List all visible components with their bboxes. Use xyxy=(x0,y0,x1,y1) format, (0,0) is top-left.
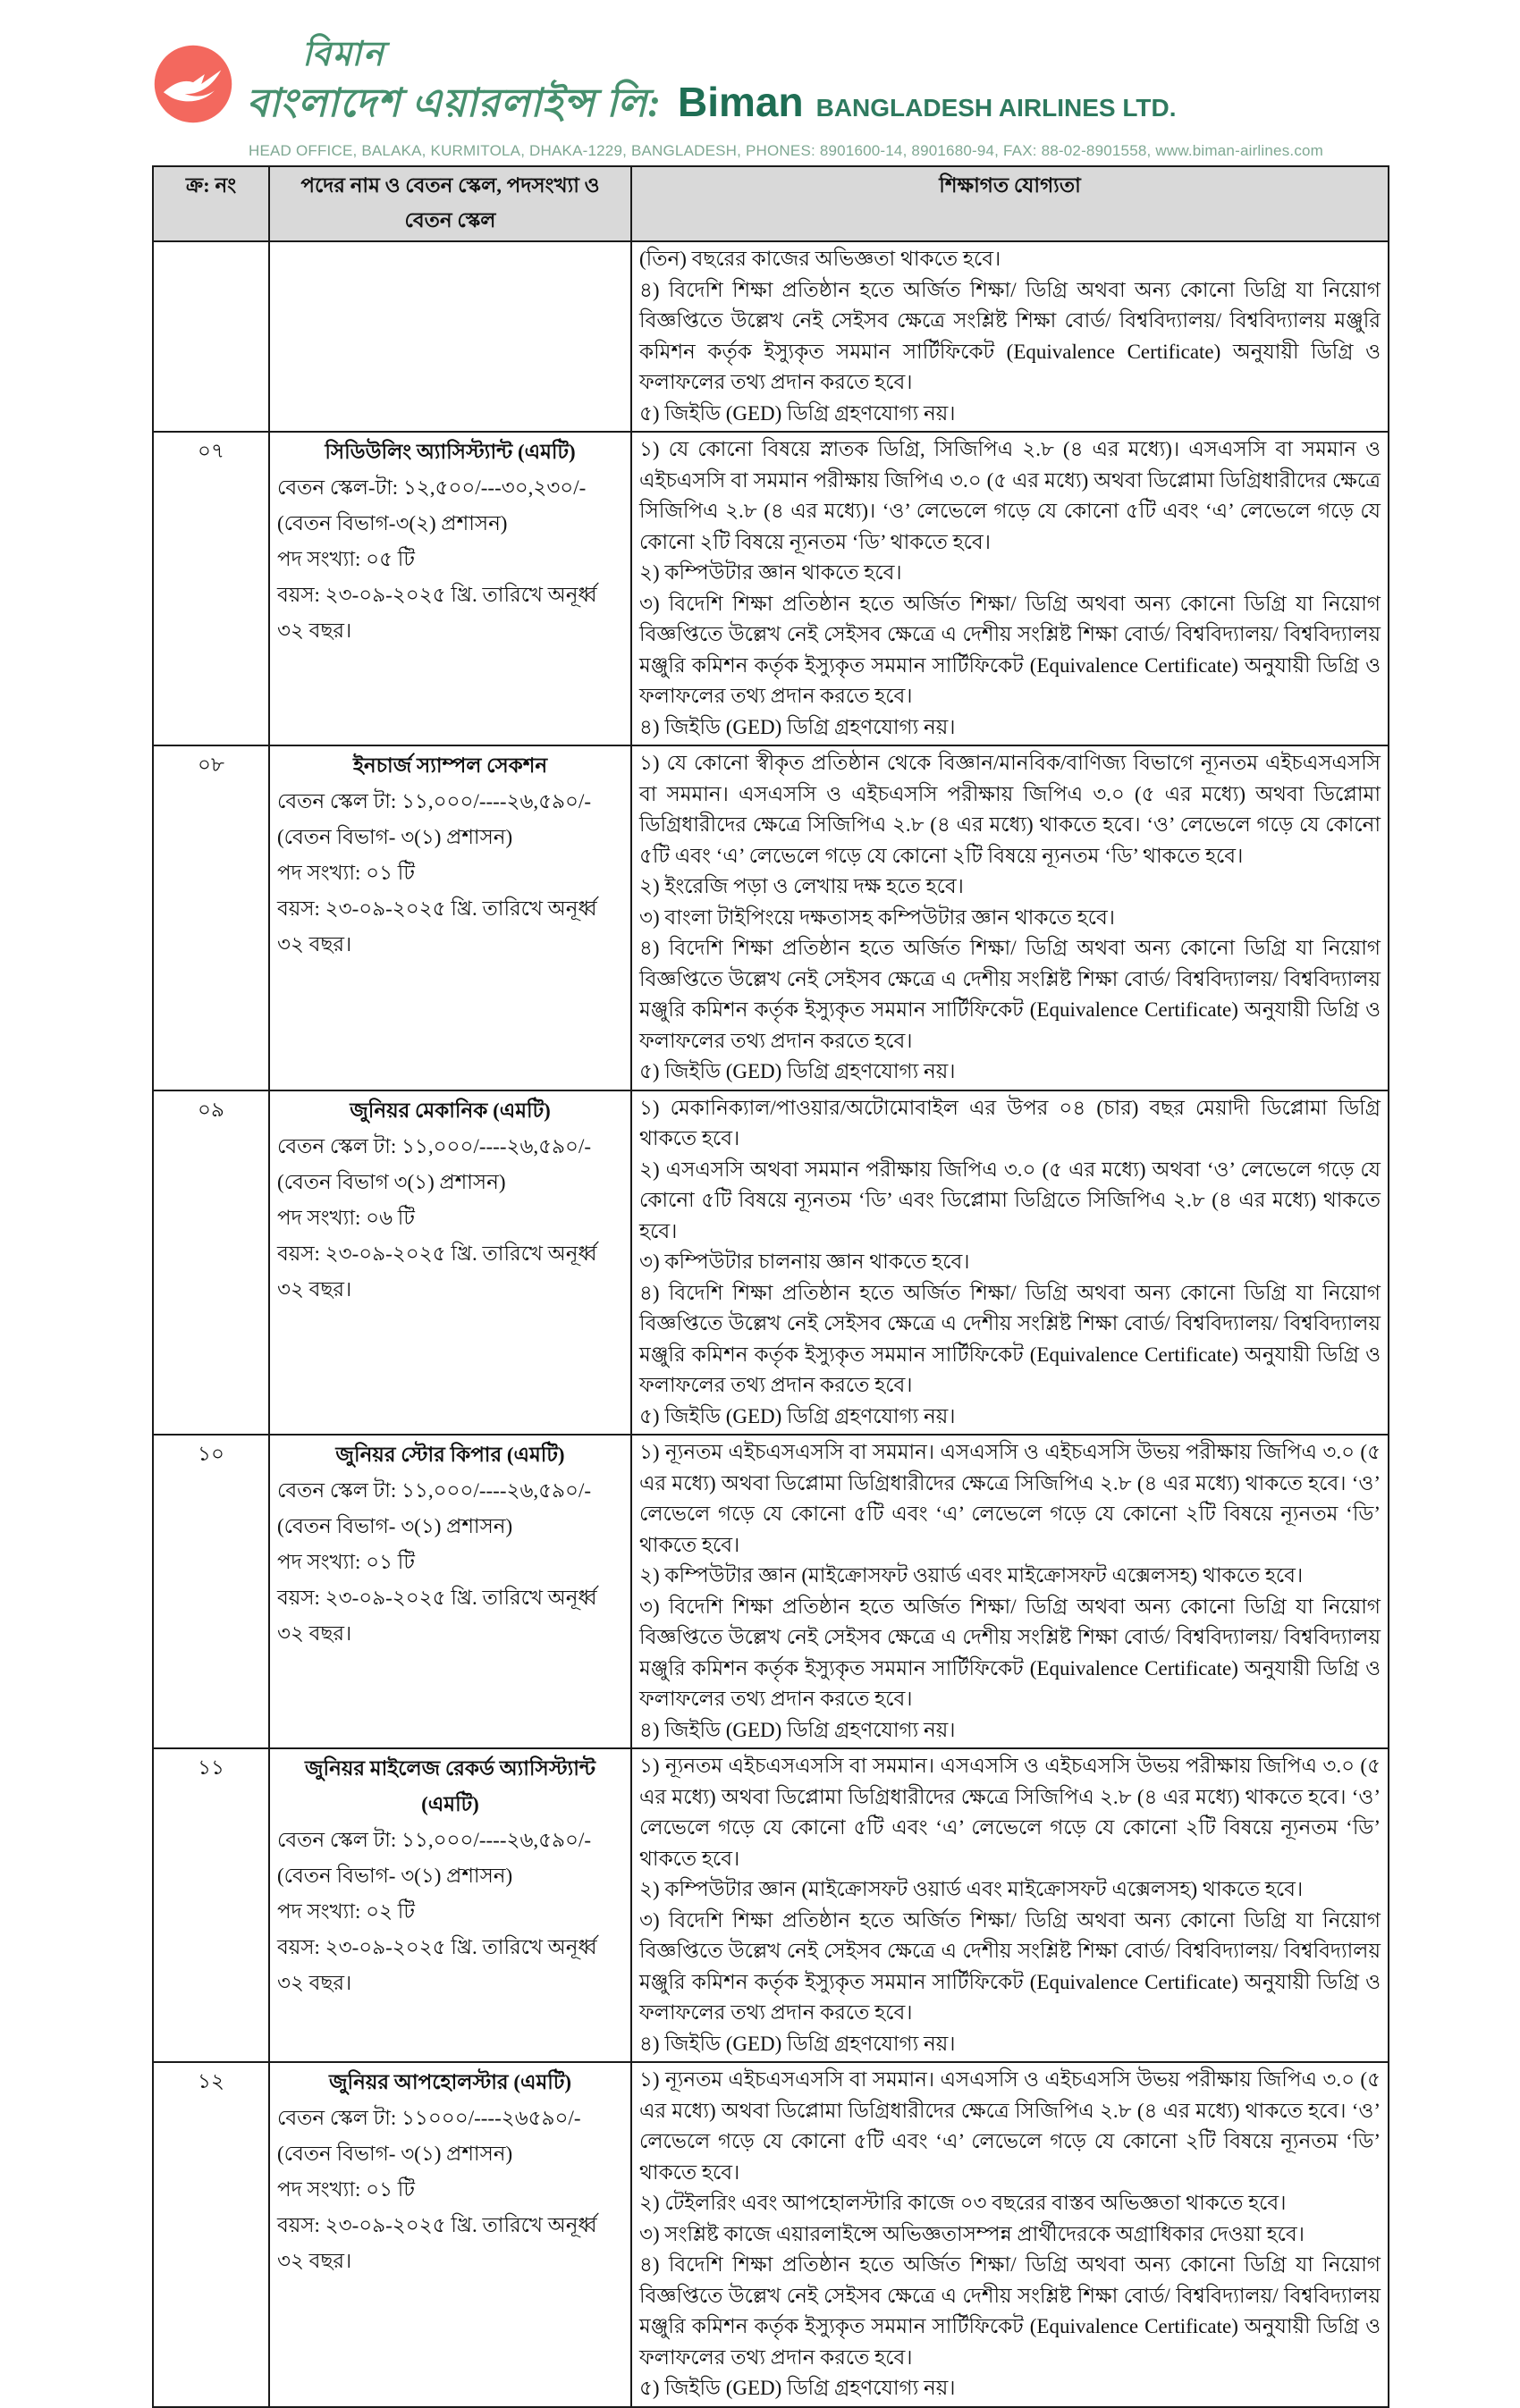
qualification-item: ১) ন্যূনতম এইচএসএসসি বা সমমান। এসএসসি ও এইচএসসি উভয় পরীক্ষায় জিপিএ ৩.০ (৫ এর মধ্যে) অথবা ডিপ্লোমা ডিগ্রিধারীদের ক্ষেত্রে সিজিপিএ ২.৮ (৪ এর মধ্যে) থাকতে হবে। ‘ও’ লেভেলে গড়ে যে কোনো ৫টি এবং ‘এ’ লেভেলে গড়ে যে কোনো ২টি বিষয়ে ন্যূনতম ‘ডি’ থাকতে হবে। xyxy=(639,2068,1381,2184)
detail-line: পদ সংখ্যা: ০১ টি xyxy=(277,862,415,884)
serial-cell: ০৮ xyxy=(153,745,269,1090)
column-header-qualification: শিক্ষাগত যোগ্যতা xyxy=(631,166,1389,241)
qualification-item: (তিন) বছরের কাজের অভিজ্ঞতা থাকতে হবে। xyxy=(639,248,1001,270)
brand-bangla-line1: বিমান xyxy=(302,36,385,73)
table-row xyxy=(153,1748,1389,2062)
detail-line: পদ সংখ্যা: ০২ টি xyxy=(277,1900,415,1923)
qualification-item: ৪) জিইডি (GED) ডিগ্রি গ্রহণযোগ্য নয়। xyxy=(639,2032,956,2055)
position-title: ইনচার্জ স্যাম্পল সেকশন xyxy=(352,754,548,777)
qualification-item: ৫) জিইডি (GED) ডিগ্রি গ্রহণযোগ্য নয়। xyxy=(639,1404,956,1427)
detail-line: (বেতন বিভাগ-৩(২) প্রশাসন) xyxy=(277,512,508,535)
qualification-cell xyxy=(631,1748,1389,2062)
job-circular-table xyxy=(152,165,1389,2408)
position-title: জুনিয়র মেকানিক (এমটি) xyxy=(350,1099,551,1122)
serial-cell xyxy=(153,241,269,432)
qualification-item: ৪) বিদেশি শিক্ষা প্রতিষ্ঠান হতে অর্জিত শিক্ষা/ ডিগ্রি অথবা অন্য কোনো ডিগ্রি যা নিয়োগ বিজ্ঞপ্তিতে উল্লেখ নেই সেইসব ক্ষেত্রে এ দেশীয় সংশ্লিষ্ট শিক্ষা বোর্ড/ বিশ্ববিদ্যালয়/ বিশ্ববিদ্যালয় মঞ্জুরি কমিশন কর্তৃক ইস্যুকৃত সমমান সার্টিফিকেট (Equivalence Certificate) অনুযায়ী ডিগ্রি ও ফলাফলের তথ্য প্রদান করতে হবে। xyxy=(639,2253,1381,2369)
brand-english-name: Biman xyxy=(678,79,804,125)
qualification-item: ২) ইংরেজি পড়া ও লেখায় দক্ষ হতে হবে। xyxy=(639,875,964,897)
qualification-item: ৩) বিদেশি শিক্ষা প্রতিষ্ঠান হতে অর্জিত শিক্ষা/ ডিগ্রি অথবা অন্য কোনো ডিগ্রি যা নিয়োগ বিজ্ঞপ্তিতে উল্লেখ নেই সেইসব ক্ষেত্রে এ দেশীয় সংশ্লিষ্ট শিক্ষা বোর্ড/ বিশ্ববিদ্যালয়/ বিশ্ববিদ্যালয় মঞ্জুরি কমিশন কর্তৃক ইস্যুকৃত সমমান সার্টিফিকেট (Equivalence Certificate) অনুযায়ী ডিগ্রি ও ফলাফলের তথ্য প্রদান করতে হবে। xyxy=(639,1595,1381,1710)
serial-cell: ১০ xyxy=(153,1435,269,1748)
serial-cell: ১১ xyxy=(153,1748,269,2062)
detail-line: পদ সংখ্যা: ০৬ টি xyxy=(277,1206,415,1229)
table-row-continuation xyxy=(153,241,1389,432)
detail-line: বেতন স্কেল টা: ১১,০০০/----২৬,৫৯০/- xyxy=(277,790,591,812)
qualification-item: ২) এসএসসি অথবা সমমান পরীক্ষায় জিপিএ ৩.০ (৫ এর মধ্যে) অথবা ‘ও’ লেভেলে গড়ে যে কোনো ৫টি বিষয়ে ন্যূনতম ‘ডি’ এবং ডিপ্লোমা ডিগ্রিতে সিজিপিএ ২.৮ (৪ এর মধ্যে) থাকতে হবে। xyxy=(639,1158,1381,1242)
position-cell xyxy=(269,432,631,745)
qualification-item: ৩) কম্পিউটার চালনায় জ্ঞান থাকতে হবে। xyxy=(639,1250,970,1273)
serial-cell: ০৯ xyxy=(153,1090,269,1436)
position-cell xyxy=(269,1748,631,2062)
table-row xyxy=(153,745,1389,1090)
qualification-cell xyxy=(631,2062,1389,2407)
qualification-item: ৫) জিইডি (GED) ডিগ্রি গ্রহণযোগ্য নয়। xyxy=(639,2377,956,2399)
detail-line: পদ সংখ্যা: ০৫ টি xyxy=(277,548,415,570)
qualification-item: ৫) জিইডি (GED) ডিগ্রি গ্রহণযোগ্য নয়। xyxy=(639,401,956,425)
position-cell xyxy=(269,745,631,1090)
qualification-item: ৩) বাংলা টাইপিংয়ে দক্ষতাসহ কম্পিউটার জ্ঞান থাকতে হবে। xyxy=(639,905,1116,929)
detail-line: (বেতন বিভাগ- ৩(১) প্রশাসন) xyxy=(277,1865,513,1887)
detail-line: বেতন স্কেল টা: ১১০০০/----২৬৫৯০/- xyxy=(277,2107,581,2129)
qualification-cell xyxy=(631,241,1389,432)
position-cell xyxy=(269,1090,631,1436)
qualification-item: ১) মেকানিক্যাল/পাওয়ার/অটোমোবাইল এর উপর ০৪ (চার) বছর মেয়াদী ডিপ্লোমা ডিগ্রি থাকতে হবে। xyxy=(639,1096,1381,1149)
table-row xyxy=(153,1435,1389,1748)
qualification-cell xyxy=(631,1435,1389,1748)
table-row xyxy=(153,1090,1389,1436)
qualification-item: ২) কম্পিউটার জ্ঞান (মাইক্রোসফট ওয়ার্ড এবং মাইক্রোসফট এক্সেলসহ) থাকতে হবে। xyxy=(639,1564,1304,1587)
qualification-item: ৩) সংশ্লিষ্ট কাজে এয়ারলাইন্সে অভিজ্ঞতাসম্পন্ন প্রার্থীদেরকে অগ্রাধিকার দেওয়া হবে। xyxy=(639,2222,1305,2245)
letterhead xyxy=(152,38,1395,160)
table-row xyxy=(153,2062,1389,2407)
detail-line: বয়স: ২৩-০৯-২০২৫ খ্রি. তারিখে অনূর্ধ্ব ৩২ বছর। xyxy=(277,1242,597,1301)
position-cell xyxy=(269,1435,631,1748)
position-title: জুনিয়র আপহোলস্টার (এমটি) xyxy=(328,2071,572,2093)
detail-line: বেতন স্কেল-টা: ১২,৫০০/---৩০,২৩০/- xyxy=(277,476,587,499)
serial-cell: ০৭ xyxy=(153,432,269,745)
qualification-item: ১) ন্যূনতম এইচএসএসসি বা সমমান। এসএসসি ও এইচএসসি উভয় পরীক্ষায় জিপিএ ৩.০ (৫ এর মধ্যে) অথবা ডিপ্লোমা ডিগ্রিধারীদের ক্ষেত্রে সিজিপিএ ২.৮ (৪ এর মধ্যে) থাকতে হবে। ‘ও’ লেভেলে গড়ে যে কোনো ৫টি এবং ‘এ’ লেভেলে গড়ে যে কোনো ২টি বিষয়ে ন্যূনতম ‘ডি’ থাকতে হবে। xyxy=(639,1441,1381,1556)
column-header-position: পদের নাম ও বেতন স্কেল, পদসংখ্যা ও বেতন স্কেল xyxy=(269,166,631,241)
position-title: জুনিয়র মাইলেজ রেকর্ড অ্যাসিস্ট্যান্ট (এমটি) xyxy=(304,1757,596,1815)
qualification-cell xyxy=(631,432,1389,745)
brand-bangla-line2: বাংলাদেশ এয়ারলাইন্স লি: xyxy=(247,81,662,125)
table-row xyxy=(153,432,1389,745)
qualification-item: ৪) বিদেশি শিক্ষা প্রতিষ্ঠান হতে অর্জিত শিক্ষা/ ডিগ্রি অথবা অন্য কোনো ডিগ্রি যা নিয়োগ বিজ্ঞপ্তিতে উল্লেখ নেই সেইসব ক্ষেত্রে এ দেশীয় সংশ্লিষ্ট শিক্ষা বোর্ড/ বিশ্ববিদ্যালয়/ বিশ্ববিদ্যালয় মঞ্জুরি কমিশন কর্তৃক ইস্যুকৃত সমমান সার্টিফিকেট (Equivalence Certificate) অনুযায়ী ডিগ্রি ও ফলাফলের তথ্য প্রদান করতে হবে। xyxy=(639,1281,1381,1396)
biman-logo-icon xyxy=(152,43,234,125)
detail-line: বয়স: ২৩-০৯-২০২৫ খ্রি. তারিখে অনূর্ধ্ব ৩২ বছর। xyxy=(277,1587,597,1645)
position-cell xyxy=(269,2062,631,2407)
detail-line: বয়স: ২৩-০৯-২০২৫ খ্রি. তারিখে অনূর্ধ্ব ৩২ বছর। xyxy=(277,2214,597,2272)
detail-line: বেতন স্কেল টা: ১১,০০০/----২৬,৫৯০/- xyxy=(277,1134,591,1158)
qualification-item: ২) কম্পিউটার জ্ঞান থাকতে হবে। xyxy=(639,561,902,584)
column-header-serial: ক্র: নং xyxy=(153,166,269,241)
detail-line: বয়স: ২৩-০৯-২০২৫ খ্রি. তারিখে অনূর্ধ্ব ৩২ বছর। xyxy=(277,1936,597,1994)
qualification-item: ৩) বিদেশি শিক্ষা প্রতিষ্ঠান হতে অর্জিত শিক্ষা/ ডিগ্রি অথবা অন্য কোনো ডিগ্রি যা নিয়োগ বিজ্ঞপ্তিতে উল্লেখ নেই সেইসব ক্ষেত্রে এ দেশীয় সংশ্লিষ্ট শিক্ষা বোর্ড/ বিশ্ববিদ্যালয়/ বিশ্ববিদ্যালয় মঞ্জুরি কমিশন কর্তৃক ইস্যুকৃত সমমান সার্টিফিকেট (Equivalence Certificate) অনুযায়ী ডিগ্রি ও ফলাফলের তথ্য প্রদান করতে হবে। xyxy=(639,1908,1381,2024)
qualification-item: ১) যে কোনো স্বীকৃত প্রতিষ্ঠান থেকে বিজ্ঞান/মানবিক/বাণিজ্য বিভাগে ন্যূনতম এইচএসএসসি বা সমমান। এসএসসি ও এইচএসসি পরীক্ষায় জিপিএ ৩.০ (৫ এর মধ্যে) অথবা ডিপ্লোমা ডিগ্রিধারীদের ক্ষেত্রে সিজিপিএ ২.৮ (৪ এর মধ্যে) থাকতে হবে। ‘ও’ লেভেলে গড়ে যে কোনো ৫টি এবং ‘এ’ লেভেলে গড়ে যে কোনো ২টি বিষয়ে ন্যূনতম ‘ডি’ থাকতে হবে। xyxy=(639,752,1381,867)
detail-line: (বেতন বিভাগ- ৩(১) প্রশাসন) xyxy=(277,1515,513,1537)
detail-line: বেতন স্কেল টা: ১১,০০০/----২৬,৫৯০/- xyxy=(277,1479,591,1502)
detail-line: পদ সংখ্যা: ০১ টি xyxy=(277,2178,415,2201)
table-header-row xyxy=(153,166,1389,241)
position-title: জুনিয়র স্টোর কিপার (এমটি) xyxy=(335,1444,565,1466)
detail-line: (বেতন বিভাগ ৩(১) প্রশাসন) xyxy=(277,1170,506,1193)
brand-block xyxy=(247,38,1323,160)
qualification-item: ১) যে কোনো বিষয়ে স্নাতক ডিগ্রি, সিজিপিএ ২.৮ (৪ এর মধ্যে)। এসএসসি বা সমমান ও এইচএসসি বা সমমান পরীক্ষায় জিপিএ ৩.০ (৫ এর মধ্যে) অথবা ডিপ্লোমা ডিগ্রিধারীদের ক্ষেত্রে সিজিপিএ ২.৮ (৪ এর মধ্যে)। ‘ও’ লেভেলে গড়ে যে কোনো ৫টি এবং ‘এ’ লেভেলে গড়ে যে কোনো ২টি বিষয়ে ন্যূনতম ‘ডি’ থাকতে হবে। xyxy=(639,438,1381,553)
detail-line: পদ সংখ্যা: ০১ টি xyxy=(277,1551,415,1573)
qualification-cell xyxy=(631,745,1389,1090)
qualification-item: ১) ন্যূনতম এইচএসএসসি বা সমমান। এসএসসি ও এইচএসসি উভয় পরীক্ষায় জিপিএ ৩.০ (৫ এর মধ্যে) অথবা ডিপ্লোমা ডিগ্রিধারীদের ক্ষেত্রে সিজিপিএ ২.৮ (৪ এর মধ্যে) থাকতে হবে। ‘ও’ লেভেলে গড়ে যে কোনো ৫টি এবং ‘এ’ লেভেলে গড়ে যে কোনো ২টি বিষয়ে ন্যূনতম ‘ডি’ থাকতে হবে। xyxy=(639,1755,1381,1870)
qualification-item: ২) টেইলরিং এবং আপহোলস্টারি কাজে ০৩ বছরের বাস্তব অভিজ্ঞতা থাকতে হবে। xyxy=(639,2192,1287,2214)
qualification-cell xyxy=(631,1090,1389,1436)
qualification-item: ২) কম্পিউটার জ্ঞান (মাইক্রোসফট ওয়ার্ড এবং মাইক্রোসফট এক্সেলসহ) থাকতে হবে। xyxy=(639,1878,1304,1900)
detail-line: বেতন স্কেল টা: ১১,০০০/----২৬,৫৯০/- xyxy=(277,1829,591,1851)
qualification-item: ৩) বিদেশি শিক্ষা প্রতিষ্ঠান হতে অর্জিত শিক্ষা/ ডিগ্রি অথবা অন্য কোনো ডিগ্রি যা নিয়োগ বিজ্ঞপ্তিতে উল্লেখ নেই সেইসব ক্ষেত্রে এ দেশীয় সংশ্লিষ্ট শিক্ষা বোর্ড/ বিশ্ববিদ্যালয়/ বিশ্ববিদ্যালয় মঞ্জুরি কমিশন কর্তৃক ইস্যুকৃত সমমান সার্টিফিকেট (Equivalence Certificate) অনুযায়ী ডিগ্রি ও ফলাফলের তথ্য প্রদান করতে হবে। xyxy=(639,592,1381,707)
qualification-item: ৪) জিইডি (GED) ডিগ্রি গ্রহণযোগ্য নয়। xyxy=(639,1718,956,1741)
detail-line: (বেতন বিভাগ- ৩(১) প্রশাসন) xyxy=(277,826,513,848)
position-title: সিডিউলিং অ্যাসিস্ট্যান্ট (এমটি) xyxy=(325,441,576,463)
head-office-address: HEAD OFFICE, BALAKA, KURMITOLA, DHAKA-1229, BANGLADESH, PHONES: 8901600-14, 8901680-94, FAX: 88-02-8901558, www.biman-airlines.com xyxy=(249,142,1324,159)
qualification-item: ৪) জিইডি (GED) ডিগ্রি গ্রহণযোগ্য নয়। xyxy=(639,715,956,738)
detail-line: (বেতন বিভাগ- ৩(১) প্রশাসন) xyxy=(277,2143,513,2165)
qualification-item: ৪) বিদেশি শিক্ষা প্রতিষ্ঠান হতে অর্জিত শিক্ষা/ ডিগ্রি অথবা অন্য কোনো ডিগ্রি যা নিয়োগ বিজ্ঞপ্তিতে উল্লেখ নেই সেইসব ক্ষেত্রে সংশ্লিষ্ট শিক্ষা বোর্ড/ বিশ্ববিদ্যালয়/ বিশ্ববিদ্যালয় মঞ্জুরি কমিশন কর্তৃক ইস্যুকৃত সমমান সার্টিফিকেট (Equivalence Certificate) অনুযায়ী ডিগ্রি ও ফলাফলের তথ্য প্রদান করতে হবে। xyxy=(639,278,1381,393)
serial-cell: ১২ xyxy=(153,2062,269,2407)
qualification-item: ৫) জিইডি (GED) ডিগ্রি গ্রহণযোগ্য নয়। xyxy=(639,1060,956,1082)
brand-english-suffix: BANGLADESH AIRLINES LTD. xyxy=(815,94,1177,122)
detail-line: বয়স: ২৩-০৯-২০২৫ খ্রি. তারিখে অনূর্ধ্ব ৩২ বছর। xyxy=(277,584,597,642)
detail-line: বয়স: ২৩-০৯-২০২৫ খ্রি. তারিখে অনূর্ধ্ব ৩২ বছর। xyxy=(277,897,597,956)
qualification-item: ৪) বিদেশি শিক্ষা প্রতিষ্ঠান হতে অর্জিত শিক্ষা/ ডিগ্রি অথবা অন্য কোনো ডিগ্রি যা নিয়োগ বিজ্ঞপ্তিতে উল্লেখ নেই সেইসব ক্ষেত্রে এ দেশীয় সংশ্লিষ্ট শিক্ষা বোর্ড/ বিশ্ববিদ্যালয়/ বিশ্ববিদ্যালয় মঞ্জুরি কমিশন কর্তৃক ইস্যুকৃত সমমান সার্টিফিকেট (Equivalence Certificate) অনুযায়ী ডিগ্রি ও ফলাফলের তথ্য প্রদান করতে হবে। xyxy=(639,937,1381,1052)
position-cell xyxy=(269,241,631,432)
